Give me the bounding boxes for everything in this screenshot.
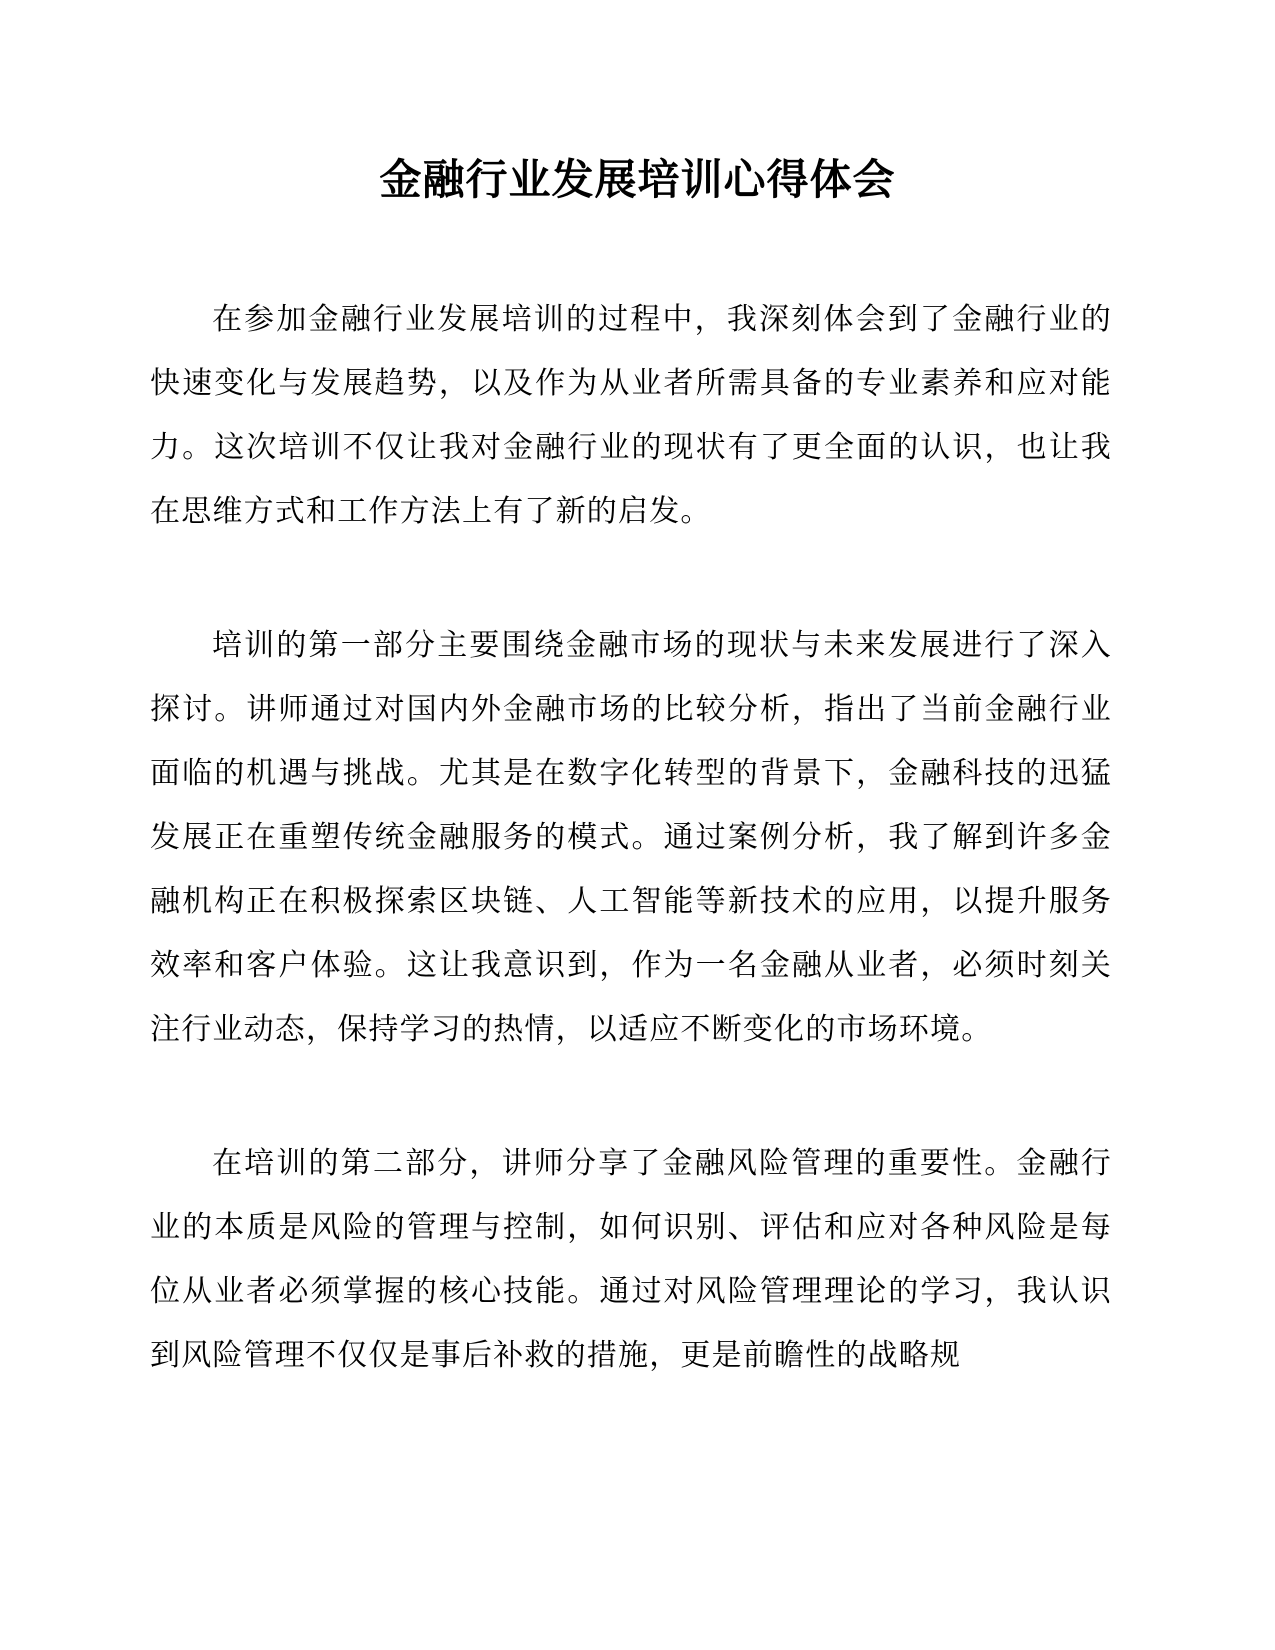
- document-title: 金融行业发展培训心得体会: [379, 155, 896, 204]
- paragraph-2: 培训的第一部分主要围绕金融市场的现状与未来发展进行了深入探讨。讲师通过对国内外金融市场的比较分析，指出了当前金融行业面临的机遇与挑战。尤其是在数字化转型的背景下，金融科技的迅猛发展正在重塑传统金融服务的模式。通过案例分析，我了解到许多金融机构正在积极探索区块链、人工智能等新技术的应用，以提升服务效率和客户体验。这让我意识到，作为一名金融从业者，必须时刻关注行业动态，保持学习的热情，以适应不断变化的市场环境。: [150, 628, 1112, 1047]
- document-body: [150, 288, 1112, 1458]
- paragraph-3: 在培训的第二部分，讲师分享了金融风险管理的重要性。金融行业的本质是风险的管理与控制，如何识别、评估和应对各种风险是每位从业者必须掌握的核心技能。通过对风险管理理论的学习，我认识到风险管理不仅仅是事后补救的措施，更是前瞻性的战略规: [150, 1146, 1112, 1373]
- paragraph-1: 在参加金融行业发展培训的过程中，我深刻体会到了金融行业的快速变化与发展趋势，以及作为从业者所需具备的专业素养和应对能力。这次培训不仅让我对金融行业的现状有了更全面的认识，也让我在思维方式和工作方法上有了新的启发。: [150, 302, 1112, 529]
